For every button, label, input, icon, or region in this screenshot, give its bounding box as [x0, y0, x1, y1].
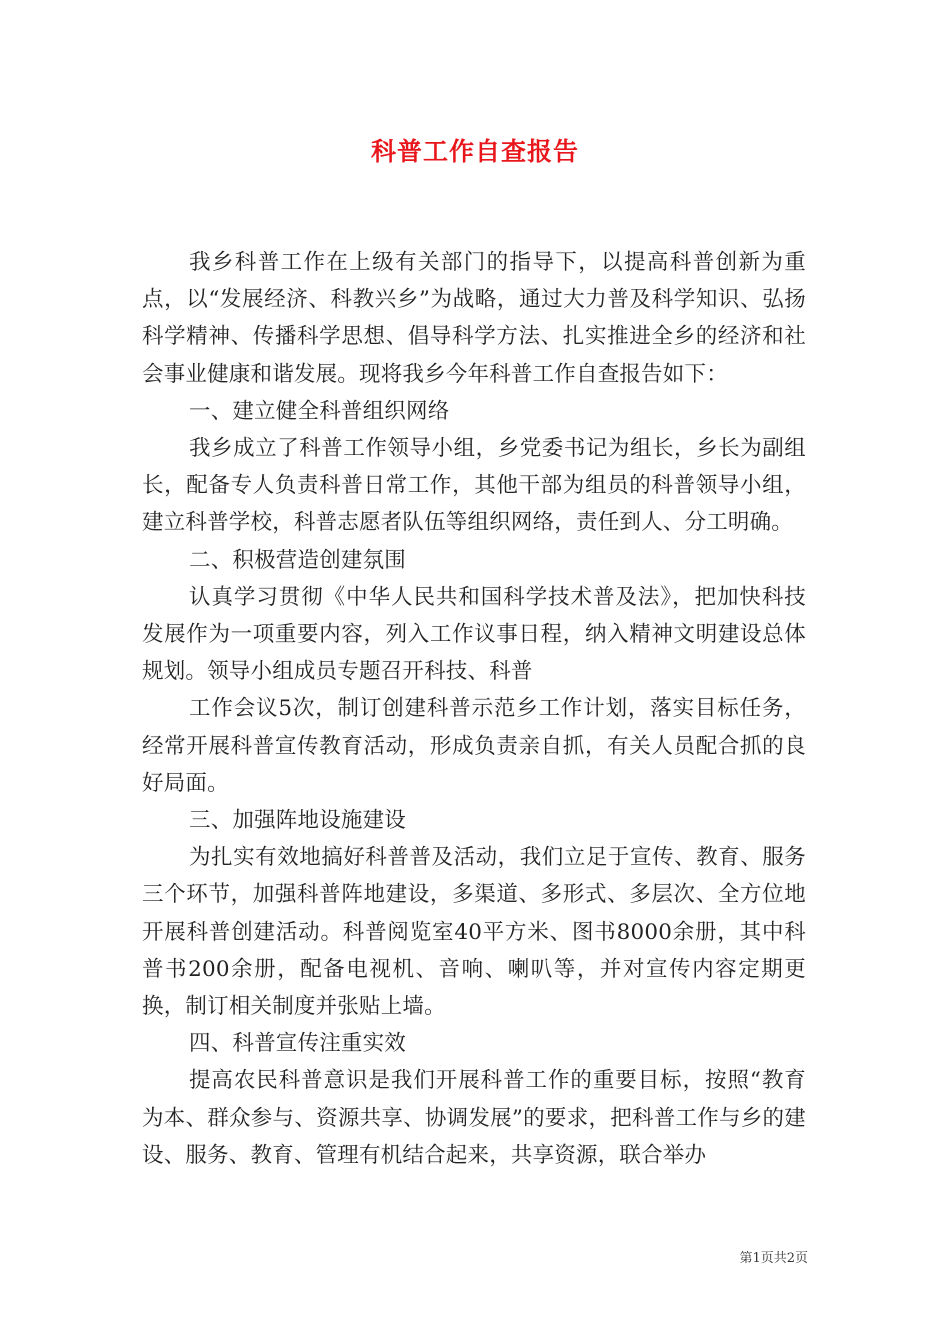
- intro-paragraph: 我乡科普工作在上级有关部门的指导下，以提高科普创新为重点，以“发展经济、科教兴乡”为战略，通过大力普及科学知识、弘扬科学精神、传播科学思想、倡导科学方法、扎实推进全乡的经济和社会事业健康和谐发展。现将我乡今年科普工作自查报告如下：: [142, 250, 806, 387]
- section-2-paragraph-2: 工作会议5次，制订创建科普示范乡工作计划，落实目标任务，经常开展科普宣传教育活动，形成负责亲自抓，有关人员配合抓的良好局面。: [142, 696, 806, 796]
- section-heading-2: 二、积极营造创建氛围: [189, 547, 407, 573]
- page-number: 第1页共2页: [739, 1251, 808, 1266]
- section-heading-3: 三、加强阵地设施建设: [189, 808, 407, 834]
- document-title: 科普工作自查报告: [370, 137, 579, 166]
- section-4-paragraph: 提高农民科普意识是我们开展科普工作的重要目标，按照“教育为本、群众参与、资源共享、协调发展”的要求，把科普工作与乡的建设、服务、教育、管理有机结合起来，共享资源，联合举办: [142, 1068, 806, 1168]
- section-2-paragraph-1: 认真学习贯彻《中华人民共和国科学技术普及法》，把加快科技发展作为一项重要内容，列入工作议事日程，纳入精神文明建设总体规划。领导小组成员专题召开科技、科普: [142, 584, 806, 685]
- section-1-paragraph: 我乡成立了科普工作领导小组，乡党委书记为组长，乡长为副组长，配备专人负责科普日常工作，其他干部为组员的科普领导小组，建立科普学校，科普志愿者队伍等组织网络，责任到人、分工明确。: [142, 436, 806, 536]
- section-heading-4: 四、科普宣传注重实效: [189, 1031, 407, 1057]
- section-heading-1: 一、建立健全科普组织网络: [189, 398, 450, 424]
- document-body: [142, 244, 806, 1174]
- section-3-paragraph: 为扎实有效地搞好科普普及活动，我们立足于宣传、教育、服务三个环节，加强科普阵地建设，多渠道、多形式、多层次、全方位地开展科普创建活动。科普阅览室40平方米、图书8000余册，其中科普书200余册，配备电视机、音响、喇叭等，并对宣传内容定期更换，制订相关制度并张贴上墙。: [142, 845, 806, 1020]
